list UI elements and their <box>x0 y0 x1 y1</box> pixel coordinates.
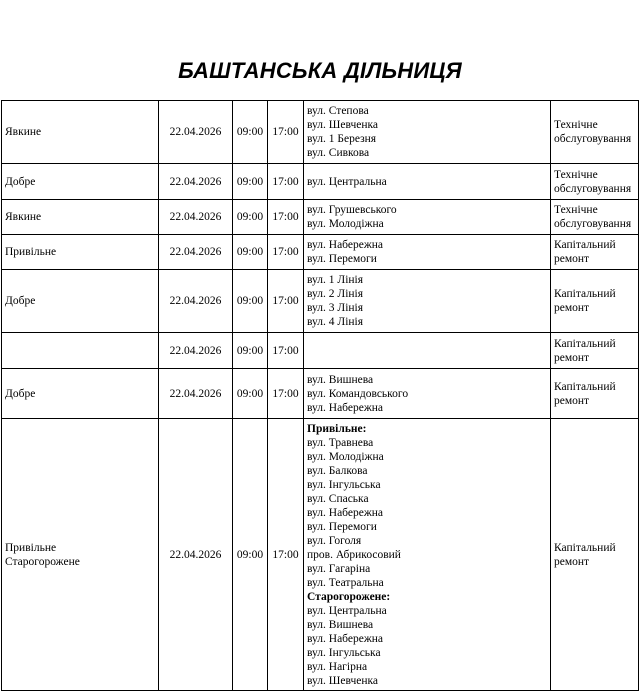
time-to-cell: 17:00 <box>268 101 304 164</box>
street-name: вул. 2 Лінія <box>307 288 364 300</box>
street-name: вул. Шевченка <box>307 674 379 687</box>
street-name: вул. Набережна <box>307 632 384 645</box>
streets-cell <box>304 333 551 369</box>
table-row <box>2 333 639 369</box>
date-cell: 22.04.2026 <box>159 419 233 691</box>
time-to-cell: 17:00 <box>268 164 304 200</box>
time-from-cell: 09:00 <box>233 270 268 333</box>
locality-name: Добре <box>5 387 36 400</box>
street-name: вул. Степова <box>307 105 369 117</box>
street-name: вул. Травнева <box>307 436 374 449</box>
locality-name: Добре <box>5 175 36 188</box>
outage-schedule-table <box>1 100 639 691</box>
locality-name: Явкине <box>5 126 42 138</box>
time-from-cell: 09:00 <box>233 369 268 419</box>
locality-name: Привільне <box>5 541 57 554</box>
work-type-cell: Капітальний ремонт <box>551 270 639 333</box>
street-name: вул. Набережна <box>307 239 384 251</box>
street-name: вул. Гагаріна <box>307 562 371 575</box>
street-name: вул. Набережна <box>307 401 384 414</box>
street-name: вул. Сивкова <box>307 147 370 159</box>
table-row <box>2 270 639 333</box>
table-row <box>2 200 639 235</box>
street-name: вул. 3 Лінія <box>307 302 364 314</box>
locality-cell <box>2 369 159 419</box>
street-name: вул. 1 Лінія <box>307 274 364 286</box>
date-cell: 22.04.2026 <box>159 164 233 200</box>
locality-cell <box>2 419 159 691</box>
streets-cell <box>304 235 551 270</box>
street-name: вул. Перемоги <box>307 253 377 265</box>
time-from-cell: 09:00 <box>233 200 268 235</box>
locality-cell <box>2 235 159 270</box>
work-type-cell: Технічне обслуговування <box>551 164 639 200</box>
work-type-cell: Технічне обслуговування <box>551 200 639 235</box>
street-name: вул. Нагірна <box>307 660 368 673</box>
time-from-cell: 09:00 <box>233 419 268 691</box>
table-row <box>2 235 639 270</box>
street-group-heading: Привільне: <box>307 422 367 435</box>
work-type-cell: Капітальний ремонт <box>551 235 639 270</box>
time-to-cell: 17:00 <box>268 333 304 369</box>
table-row <box>2 101 639 164</box>
locality-cell <box>2 333 159 369</box>
work-type-cell: Капітальний ремонт <box>551 369 639 419</box>
locality-name: Привільне <box>5 246 57 258</box>
time-from-cell: 09:00 <box>233 101 268 164</box>
street-name: вул. Театральна <box>307 576 384 589</box>
date-cell: 22.04.2026 <box>159 369 233 419</box>
locality-cell <box>2 164 159 200</box>
street-name: вул. 4 Лінія <box>307 316 364 328</box>
time-to-cell: 17:00 <box>268 270 304 333</box>
street-name: вул. Молодіжна <box>307 450 384 463</box>
date-cell: 22.04.2026 <box>159 333 233 369</box>
street-name: вул. Інгульська <box>307 646 381 659</box>
locality-name: Старогорожене <box>5 555 80 568</box>
time-from-cell: 09:00 <box>233 235 268 270</box>
street-name: вул. Центральна <box>307 604 387 617</box>
schedule-body <box>2 101 639 691</box>
streets-cell <box>304 270 551 333</box>
time-to-cell: 17:00 <box>268 235 304 270</box>
street-name: вул. Набережна <box>307 506 384 519</box>
locality-cell <box>2 200 159 235</box>
date-cell: 22.04.2026 <box>159 235 233 270</box>
street-name: вул. Центральна <box>307 175 387 188</box>
time-to-cell: 17:00 <box>268 200 304 235</box>
street-name: вул. Спаська <box>307 492 369 505</box>
street-name: пров. Абрикосовий <box>307 548 401 561</box>
time-from-cell: 09:00 <box>233 164 268 200</box>
table-row <box>2 419 639 691</box>
locality-cell <box>2 101 159 164</box>
page-title: БАШТАНСЬКА ДІЛЬНИЦЯ <box>178 58 462 83</box>
street-name: вул. 1 Березня <box>307 133 377 145</box>
date-cell: 22.04.2026 <box>159 270 233 333</box>
streets-cell <box>304 200 551 235</box>
street-name: вул. Гоголя <box>307 534 362 547</box>
street-group-heading: Старогорожене: <box>307 590 391 603</box>
locality-name: Явкине <box>5 211 42 223</box>
street-name: вул. Вишнева <box>307 373 374 386</box>
table-row <box>2 369 639 419</box>
time-from-cell: 09:00 <box>233 333 268 369</box>
streets-cell <box>304 369 551 419</box>
streets-cell <box>304 419 551 691</box>
work-type-cell: Технічне обслуговування <box>551 101 639 164</box>
street-name: вул. Інгульська <box>307 478 381 491</box>
streets-cell <box>304 101 551 164</box>
locality-cell <box>2 270 159 333</box>
date-cell: 22.04.2026 <box>159 101 233 164</box>
street-name: вул. Перемоги <box>307 520 377 533</box>
date-cell: 22.04.2026 <box>159 200 233 235</box>
streets-cell <box>304 164 551 200</box>
street-name: вул. Вишнева <box>307 618 374 631</box>
street-name: вул. Балкова <box>307 464 368 477</box>
work-type-cell: Капітальний ремонт <box>551 333 639 369</box>
street-name: вул. Шевченка <box>307 119 379 131</box>
locality-name: Добре <box>5 295 36 307</box>
street-name: вул. Грушевського <box>307 204 397 216</box>
time-to-cell: 17:00 <box>268 369 304 419</box>
time-to-cell: 17:00 <box>268 419 304 691</box>
table-row <box>2 164 639 200</box>
street-name: вул. Молодіжна <box>307 218 384 230</box>
work-type-cell: Капітальний ремонт <box>551 419 639 691</box>
street-name: вул. Командовського <box>307 387 409 400</box>
